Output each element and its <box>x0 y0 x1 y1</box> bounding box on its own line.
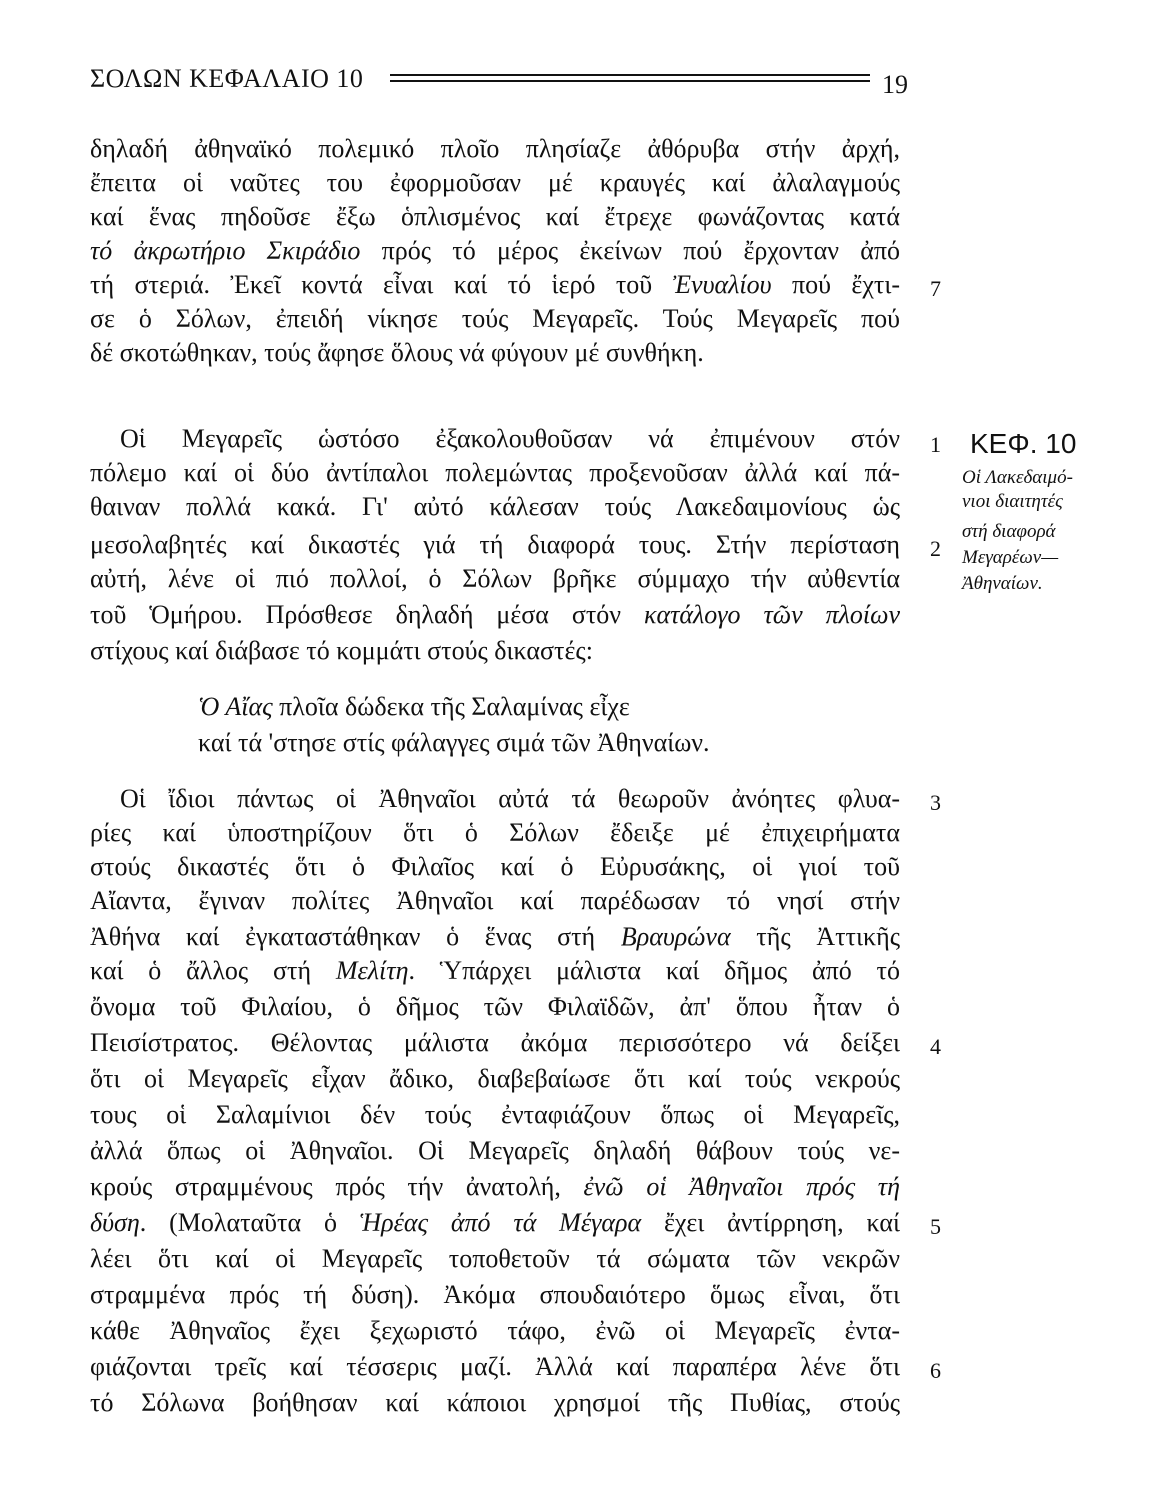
text-line: Πεισίστρατος. Θέλοντας μάλιστα ἀκόμα περισσότερο νά δείξει <box>90 1028 900 1057</box>
header-rule-double <box>390 80 870 82</box>
margin-note-line: στή διαφορά <box>962 521 1056 542</box>
margin-note-line: Οἱ Λακεδαιμό- <box>962 467 1073 488</box>
text-line <box>90 234 900 268</box>
text-span: πλοῖα δώδεκα τῆς Σαλαμίνας εἶχε <box>272 692 630 721</box>
text-line: μεσολαβητές καί δικαστές γιά τή διαφορά τους. Στήν περίσταση <box>90 530 900 559</box>
text-span: κρούς στραμμένους πρός τήν ἀνατολή, <box>90 1172 584 1201</box>
text-line: ρίες καί ὑποστηρίζουν ὅτι ὁ Σόλων ἔδειξε μέ ἐπιχειρήματα <box>90 818 900 847</box>
text-line: σε ὁ Σόλων, ἐπειδή νίκησε τούς Μεγαρεῖς. Τούς Μεγαρεῖς πού <box>90 304 900 333</box>
text-line: ἔπειτα οἱ ναῦτες του ἐφορμοῦσαν μέ κραυγές καί ἀλαλαγμούς <box>90 168 900 197</box>
text-line: αὐτή, λένε οἱ πιό πολλοί, ὁ Σόλων βρῆκε σύμμαχο τήν αὐθεντία <box>90 564 900 593</box>
text-line: τό Σόλωνα βοήθησαν καί κάποιοι χρησμοί τῆς Πυθίας, στούς <box>90 1388 900 1417</box>
text-line: κάθε Ἀθηναῖος ἔχει ξεχωριστό τάφο, ἐνῶ οἱ Μεγαρεῖς ἐντα- <box>90 1316 900 1345</box>
text-span: ἔχει ἀντίρρηση, καί <box>641 1208 900 1237</box>
running-header <box>90 62 910 102</box>
text-line: Αἴαντα, ἔγιναν πολίτες Ἀθηναῖοι καί παρέδωσαν τό νησί στήν <box>90 886 900 915</box>
margin-note-line: νιοι διαιτητές <box>962 491 1063 512</box>
text-line: στραμμένα πρός τή δύση). Ἀκόμα σπουδαιότερο ὅμως εἶναι, ὅτι <box>90 1280 900 1309</box>
text-line: θαιναν πολλά κακά. Γι' αὐτό κάλεσαν τούς Λακεδαιμονίους ὡς <box>90 492 900 521</box>
margin-note-line: Ἀθηναίων. <box>962 573 1043 594</box>
text-line: ἀλλά ὅπως οἱ Ἀθηναῖοι. Οἱ Μεγαρεῖς δηλαδή θάβουν τούς νε- <box>90 1136 900 1165</box>
text-line: καί ἕνας πηδοῦσε ἔξω ὁπλισμένος καί ἔτρεχε φωνάζοντας κατά <box>90 202 900 231</box>
italic-term: Ὁ Αἴας <box>198 692 273 721</box>
section-number: 2 <box>930 536 941 561</box>
text-line <box>90 1170 900 1204</box>
text-line: δέ σκοτώθηκαν, τούς ἄφησε ὅλους νά φύγουν μέ συνθήκη. <box>90 338 704 367</box>
text-line <box>90 920 900 954</box>
text-line: Οἱ Μεγαρεῖς ὡστόσο ἐξακολουθοῦσαν νά ἐπιμένουν στόν <box>120 424 900 453</box>
italic-term: Βραυρώνα <box>620 922 731 951</box>
text-line <box>90 954 900 988</box>
text-span: . Ὑπάρχει μάλιστα καί δῆμος ἀπό τό <box>408 956 900 985</box>
text-span: τοῦ Ὁμήρου. Πρόσθεσε δηλαδή μέσα στόν <box>90 600 644 629</box>
text-line: λέει ὅτι καί οἱ Μεγαρεῖς τοποθετοῦν τά σώματα τῶν νεκρῶν <box>90 1244 900 1273</box>
section-number: 4 <box>930 1034 941 1059</box>
verse-line: καί τά 'στησε στίς φάλαγγες σιμά τῶν Ἀθηναίων. <box>198 728 710 757</box>
text-span: τῆς Ἀττικῆς <box>730 922 900 951</box>
text-line: δηλαδή ἀθηναϊκό πολεμικό πλοῖο πλησίαζε ἀθόρυβα στήν ἀρχή, <box>90 134 900 163</box>
verse-line <box>198 690 630 724</box>
text-line: πόλεμο καί οἱ δύο ἀντίπαλοι πολεμώντας προξενοῦσαν ἀλλά καί πά- <box>90 458 900 487</box>
section-number: 6 <box>930 1358 941 1383</box>
text-span: πού ἔχτι- <box>771 270 900 299</box>
text-line <box>90 268 900 302</box>
text-line <box>90 598 900 632</box>
text-span: καί ὁ ἄλλος στή <box>90 956 336 985</box>
italic-term: Μελίτη <box>335 956 409 985</box>
margin-note-line: Μεγαρέων— <box>962 547 1059 568</box>
text-line: ὅτι οἱ Μεγαρεῖς εἶχαν ἄδικο, διαβεβαίωσε ὅτι καί τούς νεκρούς <box>90 1064 900 1093</box>
text-line: Οἱ ἴδιοι πάντως οἱ Ἀθηναῖοι αὐτά τά θεωροῦν ἀνόητες φλυα- <box>120 784 900 813</box>
italic-term: Ἐνυαλίου <box>672 270 772 299</box>
section-number: 5 <box>930 1214 941 1239</box>
italic-term: ἐνῶ οἱ Ἀθηναῖοι πρός τή <box>583 1172 900 1201</box>
text-span: Ἀθήνα καί ἐγκαταστάθηκαν ὁ ἕνας στή <box>90 922 621 951</box>
chapter-label: ΚΕΦ. 10 <box>970 428 1077 459</box>
text-span: πρός τό μέρος ἐκείνων πού ἔρχονταν ἀπό <box>360 236 900 265</box>
text-line: τους οἱ Σαλαμίνιοι δέν τούς ἐνταφιάζουν ὅπως οἱ Μεγαρεῖς, <box>90 1100 900 1129</box>
italic-term: Ἡρέας ἀπό τά Μέγαρα <box>359 1208 642 1237</box>
text-line: φιάζονται τρεῖς καί τέσσερις μαζί. Ἀλλά καί παραπέρα λένε ὅτι <box>90 1352 900 1381</box>
page-number: 19 <box>882 70 908 99</box>
header-rule <box>390 74 870 76</box>
running-title: ΣΟΛΩΝ ΚΕΦΑΛΑΙΟ 10 <box>90 64 364 93</box>
section-number: 3 <box>930 790 941 815</box>
italic-term: κατάλογο τῶν πλοίων <box>643 600 900 629</box>
text-span: . (Μολαταῦτα ὁ <box>139 1208 360 1237</box>
section-number: 7 <box>930 276 941 301</box>
text-line: ὄνομα τοῦ Φιλαίου, ὁ δῆμος τῶν Φιλαϊδῶν, ἀπ' ὅπου ἦταν ὁ <box>90 992 900 1021</box>
text-line: στούς δικαστές ὅτι ὁ Φιλαῖος καί ὁ Εὐρυσάκης, οἱ γιοί τοῦ <box>90 852 900 881</box>
section-number: 1 <box>930 432 941 457</box>
text-span: τή στεριά. Ἐκεῖ κοντά εἶναι καί τό ἱερό τοῦ <box>90 270 673 299</box>
text-line: στίχους καί διάβασε τό κομμάτι στούς δικαστές: <box>90 636 593 665</box>
italic-term: τό ἀκρωτήριο Σκιράδιο <box>90 236 361 265</box>
text-line <box>90 1206 900 1240</box>
italic-term: δύση <box>90 1208 140 1237</box>
